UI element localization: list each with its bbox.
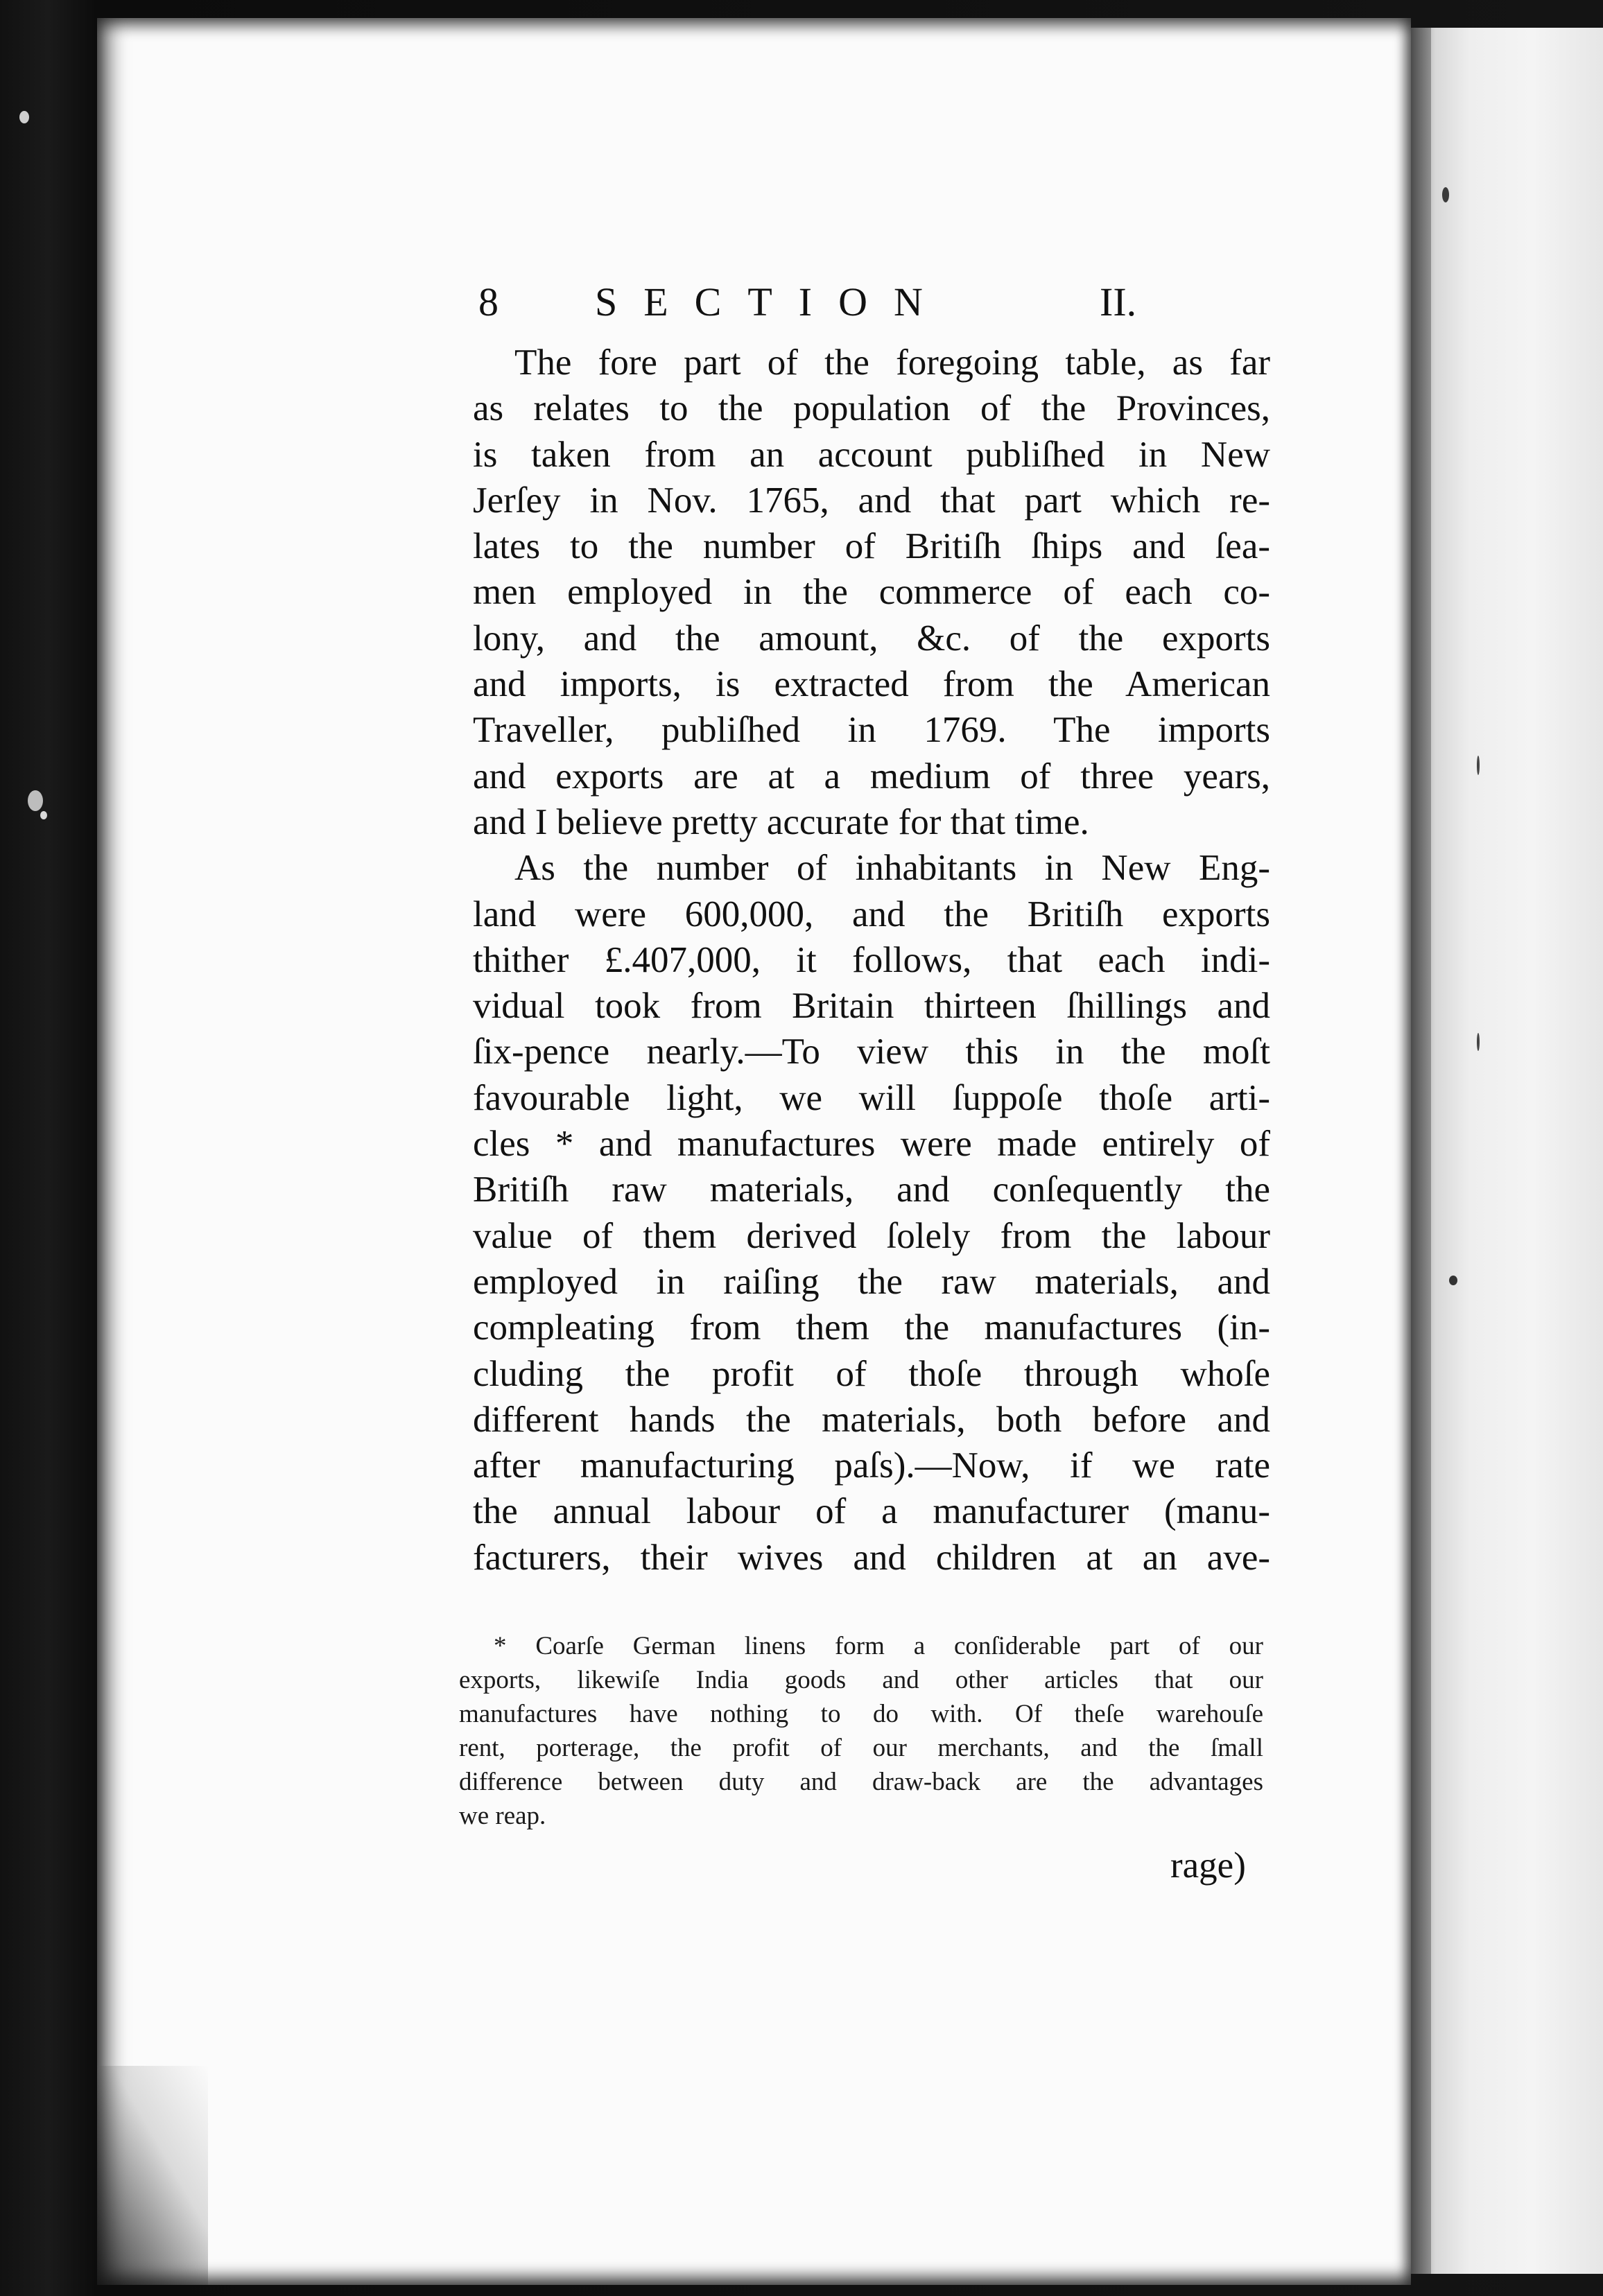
text-line: different hands the materials, both before and bbox=[473, 1399, 1270, 1440]
text-line: lony, and the amount, &c. of the exports bbox=[473, 618, 1270, 659]
text-line: thither £.407,000, it follows, that each indi- bbox=[473, 939, 1270, 980]
text-line: As the number of inhabitants in New Eng- bbox=[514, 848, 1270, 889]
text-line: compleating from them the manufactures (in- bbox=[473, 1307, 1270, 1348]
text-line: The fore part of the foregoing table, as far bbox=[514, 342, 1270, 383]
text-line: facturers, their wives and children at an ave- bbox=[473, 1537, 1270, 1578]
footnote-line: manufactures have nothing to do with. Of theſe warehouſe bbox=[459, 1700, 1263, 1728]
footnote-line: rent, porterage, the profit of our merchants, and the ſmall bbox=[459, 1734, 1263, 1762]
text-line: cles * and manufactures were made entirely of bbox=[473, 1124, 1270, 1165]
scan-speck bbox=[1477, 756, 1480, 775]
section-title: SECTION bbox=[595, 279, 949, 324]
page-number: 8 bbox=[478, 279, 499, 324]
text-line: and exports are at a medium of three years, bbox=[473, 756, 1270, 797]
text-line: as relates to the population of the Provinces, bbox=[473, 388, 1270, 429]
footnote-line: * Coarſe German linens form a conſiderable part of our bbox=[494, 1632, 1263, 1660]
text-line: cluding the profit of thoſe through whoſe bbox=[473, 1353, 1270, 1394]
footnote-line: difference between duty and draw-back are the advantages bbox=[459, 1768, 1263, 1796]
text-line: land were 600,000, and the Britiſh exports bbox=[473, 894, 1270, 934]
page-corner-stain bbox=[97, 2066, 208, 2285]
footnote bbox=[459, 1629, 1263, 1833]
text-line: employed in raiſing the raw materials, and bbox=[473, 1261, 1270, 1302]
text-line: lates to the number of Britiſh ſhips and ſea- bbox=[473, 526, 1270, 567]
text-line: value of them derived ſolely from the labour bbox=[473, 1215, 1270, 1256]
scan-speck bbox=[40, 811, 47, 819]
text-line: Jerſey in Nov. 1765, and that part which re- bbox=[473, 480, 1270, 521]
text-line: Britiſh raw materials, and conſequently the bbox=[473, 1169, 1270, 1210]
scan-speck bbox=[1449, 1276, 1457, 1285]
text-line: vidual took from Britain thirteen ſhillings and bbox=[473, 986, 1270, 1027]
text-line: Traveller, publiſhed in 1769. The imports bbox=[473, 710, 1270, 751]
footnote-line: we reap. bbox=[459, 1802, 546, 1830]
catchword: rage) bbox=[1170, 1845, 1246, 1886]
text-line: and imports, is extracted from the American bbox=[473, 664, 1270, 705]
facing-page-edge bbox=[1407, 28, 1603, 2274]
text-line: after manufacturing paſs).—Now, if we rate bbox=[473, 1445, 1270, 1486]
scan-speck bbox=[19, 111, 29, 123]
scan-speck bbox=[1442, 187, 1449, 202]
facing-page-shadow bbox=[1407, 28, 1431, 2274]
text-line: ſix-pence nearly.—To view this in the moſt bbox=[473, 1032, 1270, 1072]
text-line: favourable light, we will ſuppoſe thoſe arti- bbox=[473, 1077, 1270, 1118]
scan-speck bbox=[28, 790, 43, 811]
section-number: II. bbox=[1100, 279, 1137, 324]
running-header bbox=[478, 276, 1144, 329]
text-line: and I believe pretty accurate for that time. bbox=[473, 801, 1089, 842]
footnote-line: exports, likewiſe India goods and other articles that our bbox=[459, 1666, 1263, 1694]
text-line: men employed in the commerce of each co- bbox=[473, 572, 1270, 613]
text-line: the annual labour of a manufacturer (manu- bbox=[473, 1491, 1270, 1532]
scan-speck bbox=[1477, 1033, 1480, 1051]
text-line: is taken from an account publiſhed in New bbox=[473, 434, 1270, 475]
body-text bbox=[473, 340, 1270, 1581]
